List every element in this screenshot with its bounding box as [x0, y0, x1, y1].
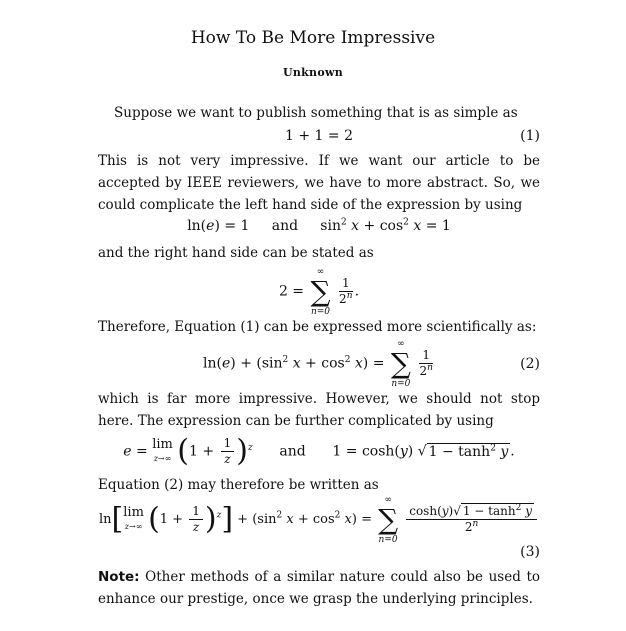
limit-operator: lim z→∞: [123, 504, 144, 531]
summation-symbol: ∑ ∞ n=0: [378, 494, 399, 545]
note-paragraph: [98, 566, 540, 610]
equation-3-number: (3): [520, 544, 540, 560]
paragraph-5: which is far more impressive. However, we should not stop here. The expression can be further complicated by using: [98, 391, 540, 429]
paragraph-6: Equation (2) may therefore be written as: [98, 477, 379, 493]
and-label-1: and: [271, 218, 299, 234]
equation-1-body: 1 + 1 = 2: [285, 128, 353, 144]
equation-1-number: (1): [520, 128, 540, 144]
equation-limits: e = lim z→∞ (1 + $\frac{1}{z}$ )$^z$ and 1 = cosh(y) √ $1 - \tanh^2 y$ .: [123, 433, 515, 469]
note-text: Other methods of a similar nature could also be used to enhance our prestige, once we grasp the underlying principles.: [98, 569, 540, 607]
note-label: Note:: [98, 569, 140, 585]
paragraph-2: This is not very impressive. If we want our article to be accepted by IEEE reviewers, we have to more abstract. So, we could complicate the left hand side of the expression by using: [98, 153, 540, 213]
fraction: $\frac{\cosh(y)√ 1 - \tanh^2 y}{2^n}$: [406, 504, 537, 535]
paper-author: Unknown: [282, 66, 344, 79]
fraction: $\frac{1}{z}$: [189, 504, 203, 535]
equation-identities: ln(e) = 1 and $\sin^2 x + \cos^2 x = 1$: [187, 217, 451, 234]
fraction: $\frac{1}{2^n}$: [419, 348, 433, 378]
equation-1: [98, 126, 540, 150]
paragraph-3: and the right hand side can be stated as: [98, 245, 374, 261]
paragraph-1: Suppose we want to publish something that is as simple as: [114, 105, 518, 121]
equation-series: 2 = ∑ ∞ n=0 $\frac{1}{2^n}$ .: [278, 266, 360, 317]
equation-2: $\ln(e) + (\sin^2$ $x + \cos^2 x$) = ∑ ∞ n=0 $\frac{1}{2^n}$ (2): [203, 338, 540, 389]
summation-symbol: ∑ ∞ n=0: [390, 338, 411, 389]
paper-title: How To Be More Impressive: [190, 28, 436, 48]
summation-symbol: ∑ ∞ n=0: [310, 266, 331, 317]
equation-3-number-row: [98, 542, 540, 566]
equation-2-number: (2): [520, 356, 540, 372]
limit-operator: lim z→∞: [152, 436, 173, 463]
fraction: $\frac{1}{z}$: [221, 436, 235, 467]
and-label-2: and: [279, 443, 306, 460]
fraction: $\frac{1}{2^n}$: [339, 276, 353, 306]
equation-3: ln[lim z→∞ (1 + $\frac{1}{z}$ )$^z] + (\sin^2$ $x + \cos^2 x$) = ∑ ∞ n=0 $\frac{\cosh(y)√ 1 - \tanh^2 y}{2^n}$: [98, 500, 540, 548]
paragraph-4: Therefore, Equation (1) can be expressed more scientifically as:: [98, 319, 537, 335]
